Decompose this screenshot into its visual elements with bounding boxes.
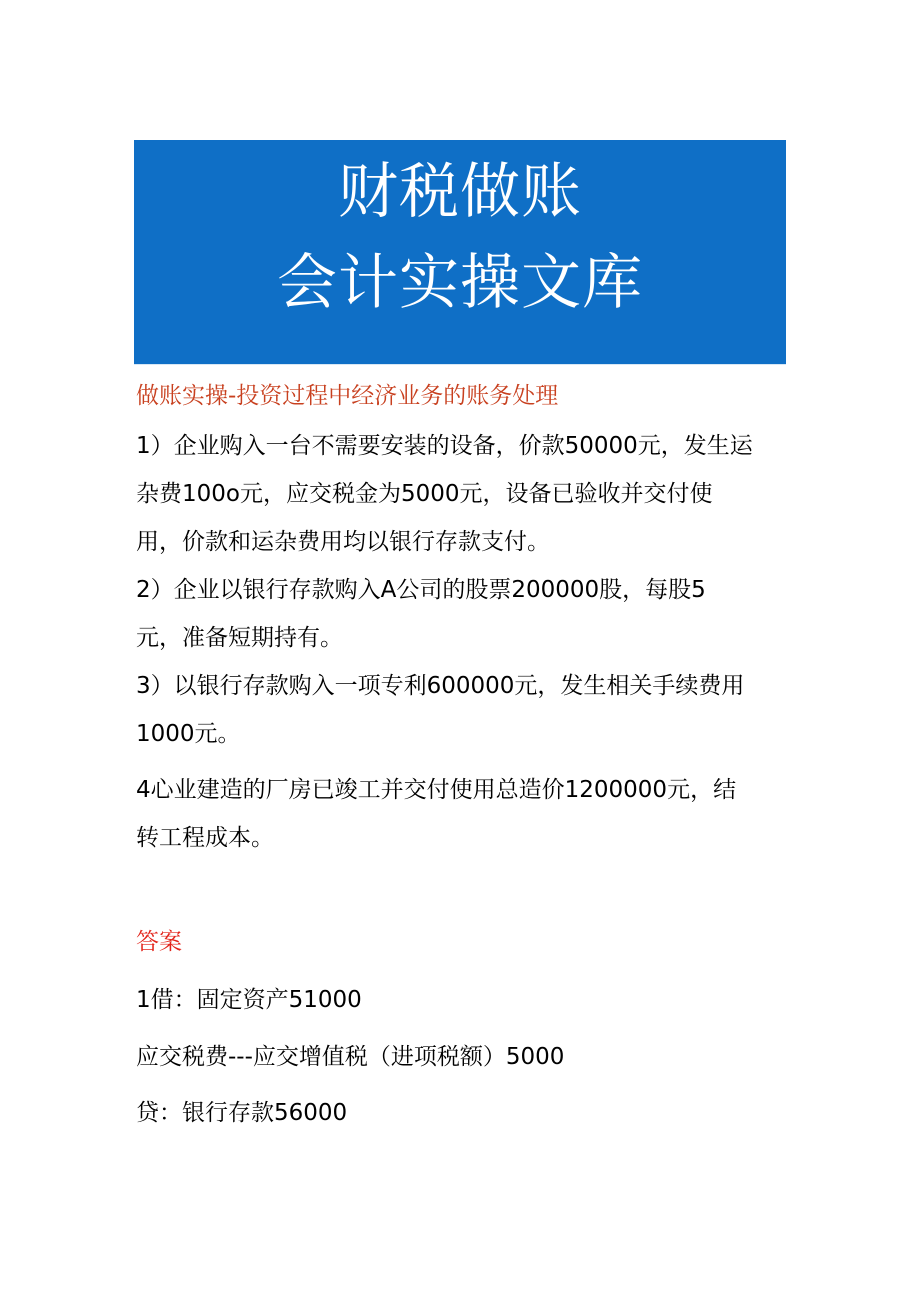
answer-line-2: 应交税费---应交增值税（进项税额）5000	[136, 1044, 565, 1070]
answer-line-3: 贷：银行存款56000	[136, 1100, 348, 1126]
question-1-line-3: 用，价款和运杂费用均以银行存款支付。	[136, 529, 550, 555]
question-1-line-1: 1）企业购入一台不需要安装的设备，价款50000元，发生运	[136, 433, 753, 459]
question-3-line-2: 1000元。	[136, 721, 241, 747]
banner-title-line-1: 财税做账	[338, 157, 582, 227]
section-title: 做账实操-投资过程中经济业务的账务处理	[136, 383, 559, 409]
question-4-line-1: 4心业建造的厂房已竣工并交付使用总造价1200000元，结	[136, 777, 737, 803]
question-2-line-2: 元，准备短期持有。	[136, 625, 343, 651]
question-1-line-2: 杂费100o元，应交税金为5000元，设备已验收并交付使	[136, 481, 713, 507]
answer-title: 答案	[136, 929, 182, 955]
question-3-line-1: 3）以银行存款购入一项专利600000元，发生相关手续费用	[136, 673, 745, 699]
question-4	[136, 766, 796, 862]
answer-line-1: 1借：固定资产51000	[136, 987, 362, 1013]
question-3	[136, 662, 796, 758]
question-2-line-1: 2）企业以银行存款购入A公司的股票200000股，每股5	[136, 577, 706, 603]
question-2	[136, 566, 796, 662]
question-1	[136, 422, 796, 566]
title-banner	[134, 140, 786, 365]
question-4-line-2: 转工程成本。	[136, 825, 274, 851]
banner-title-line-2: 会计实操文库	[277, 248, 643, 318]
